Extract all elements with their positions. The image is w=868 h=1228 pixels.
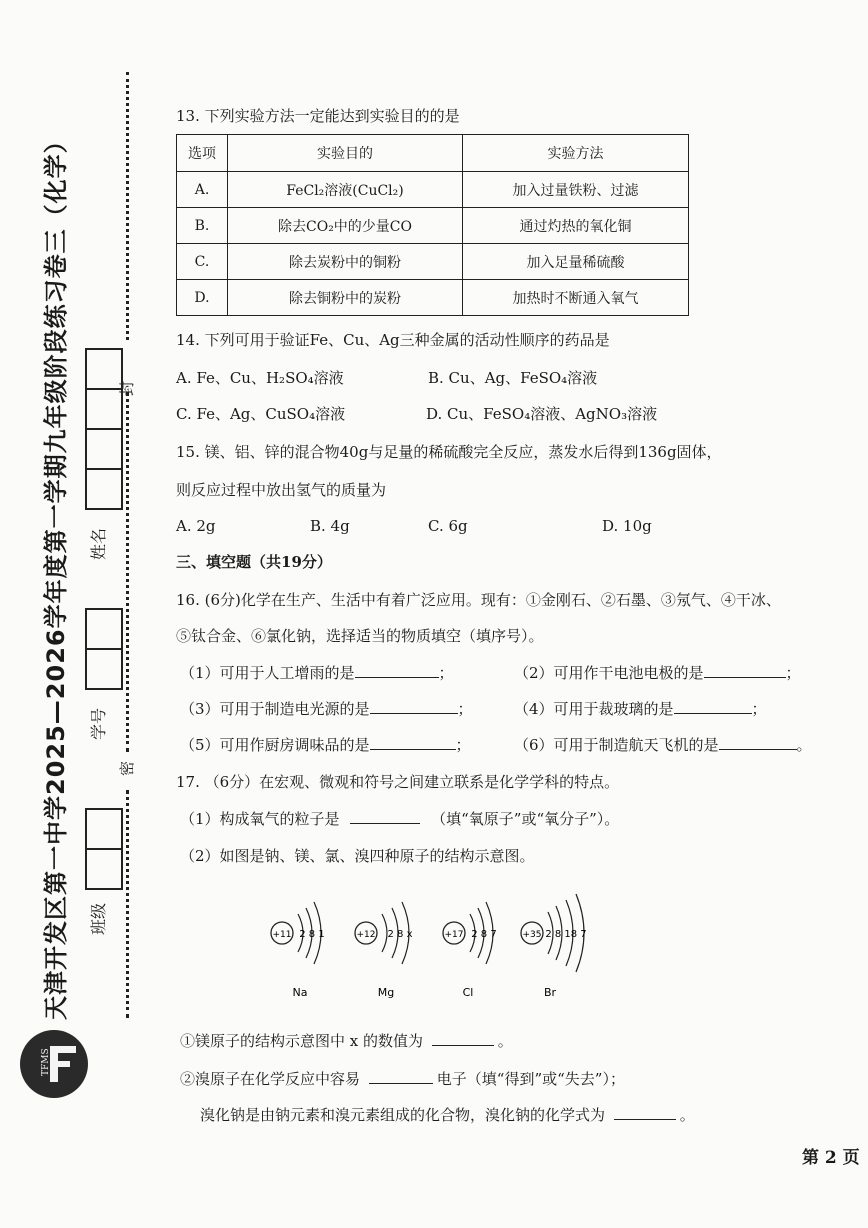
atom-symbol: Na [292, 986, 308, 999]
atom-mg [355, 902, 413, 999]
q17-sub1-blank[interactable] [432, 1030, 494, 1046]
table-cell: 加热时不断通入氧气 [463, 280, 689, 316]
table-cell: 加入足量稀硫酸 [463, 244, 689, 280]
q14-option-d: D. Cu、FeSO₄溶液、AgNO₃溶液 [426, 405, 658, 423]
class-label: 班级 [89, 902, 108, 935]
q14-option-c: C. Fe、Ag、CuSO₄溶液 [176, 405, 346, 423]
q13-stem: 13. 下列实验方法一定能达到实验目的的是 [176, 107, 460, 125]
table-row [177, 244, 689, 280]
q17-sub2 [180, 1068, 625, 1089]
q16-part2: （2）可用作干电池电极的是 ； [514, 664, 801, 682]
table-header: 实验目的 [228, 135, 463, 172]
q15-option-a: A. 2g [176, 517, 216, 535]
table-cell: B. [177, 208, 228, 244]
q16-stem-line1: 16. (6分)化学在生产、生活中有着广泛应用。现有：①金刚石、②石墨、③氖气、④干冰、 [176, 591, 781, 609]
table-cell: C. [177, 244, 228, 280]
q17-part1 [180, 808, 619, 829]
q16-part1-blank[interactable] [355, 662, 439, 678]
seal-dotted-line-bottom [126, 790, 129, 1018]
q16-part4-text: （4）可用于裁玻璃的是 [514, 700, 674, 718]
q14-option-a: A. Fe、Cu、H₂SO₄溶液 [176, 369, 344, 387]
q16-part6-blank[interactable] [719, 734, 797, 750]
table-cell: 除去炭粉中的铜粉 [228, 244, 463, 280]
q15-option-d: D. 10g [602, 517, 652, 535]
atom-br [521, 894, 587, 999]
q17-sub3: 溴化钠是由钠元素和溴元素组成的化合物，溴化钠的化学式为 。 [200, 1106, 695, 1124]
q17-sub1: ①镁原子的结构示意图中 x 的数值为 。 [180, 1032, 513, 1050]
name-boxes[interactable] [85, 350, 123, 510]
q16-part3-blank[interactable] [370, 698, 458, 714]
svg-text:+11: +11 [272, 930, 292, 940]
q16-part6-text: （6）可用于制造航天飞机的是 [514, 736, 719, 754]
student-id-label: 学号 [89, 707, 108, 740]
atom-symbol: Br [543, 986, 557, 999]
exam-title-vertical: 天津开发区第一中学2025—2026学年度第一学期九年级阶段练习卷三（化学） [42, 128, 70, 1020]
svg-text:2 8 1: 2 8 1 [299, 929, 325, 940]
atom-symbol: Mg [377, 986, 395, 999]
table-cell: 除去铜粉中的炭粉 [228, 280, 463, 316]
q17-part1-blank[interactable] [350, 808, 420, 824]
table-cell: D. [177, 280, 228, 316]
svg-text:2 8 x: 2 8 x [387, 929, 413, 940]
table-header: 选项 [177, 135, 228, 172]
q17-part1-text: （1）构成氧气的粒子是 [180, 810, 340, 828]
table-row [177, 208, 689, 244]
q15-option-b: B. 4g [310, 517, 350, 535]
table-header: 实验方法 [463, 135, 689, 172]
table-row [177, 172, 689, 208]
q16-part5-text: （5）可用作厨房调味品的是 [180, 736, 370, 754]
q15-stem-line2: 则反应过程中放出氢气的质量为 [176, 481, 387, 499]
q17-part1-hint: （填“氧原子”或“氧分子”）。 [431, 810, 620, 828]
table-cell: 加入过量铁粉、过滤 [463, 172, 689, 208]
svg-text:+35: +35 [522, 930, 542, 940]
q14-stem: 14. 下列可用于验证Fe、Cu、Ag三种金属的活动性顺序的药品是 [176, 331, 610, 349]
q15-stem-line1: 15. 镁、铝、锌的混合物40g与足量的稀硫酸完全反应，蒸发水后得到136g固体， [176, 443, 722, 461]
secret-char: 密 [118, 760, 137, 777]
q16-part1-text: （1）可用于人工增雨的是 [180, 664, 355, 682]
q16-part6: （6）可用于制造航天飞机的是 。 [514, 736, 812, 754]
q17-sub2-hint: 电子（填“得到”或“失去”）； [436, 1070, 625, 1088]
q13-table [176, 134, 689, 316]
q16-part2-text: （2）可用作干电池电极的是 [514, 664, 704, 682]
seal-dotted-line-middle [126, 392, 129, 752]
q15-option-c: C. 6g [428, 517, 468, 535]
table-cell: FeCl₂溶液(CuCl₂) [228, 172, 463, 208]
svg-text:2 8 7: 2 8 7 [471, 929, 497, 940]
q16-stem-line2: ⑤钛合金、⑥氯化钠，选择适当的物质填空（填序号）。 [176, 627, 544, 645]
q16-part3: （3）可用于制造电光源的是 ； [180, 700, 473, 718]
q16-part5-blank[interactable] [370, 734, 456, 750]
table-cell: 除去CO₂中的少量CO [228, 208, 463, 244]
q14-option-b: B. Cu、Ag、FeSO₄溶液 [428, 369, 598, 387]
atom-symbol: Cl [462, 986, 474, 999]
q16-part1: （1）可用于人工增雨的是 ； [180, 664, 454, 682]
atom-na [271, 902, 325, 999]
q17-stem: 17. （6分）在宏观、微观和符号之间建立联系是化学学科的特点。 [176, 773, 620, 791]
q17-sub2-text: ②溴原子在化学反应中容易 [180, 1070, 361, 1088]
q17-sub1-text: ①镁原子的结构示意图中 x 的数值为 [180, 1032, 423, 1050]
page-number: 第 2 页 [802, 1148, 860, 1168]
section-heading: 三、填空题（共19分） [176, 553, 332, 571]
atom-structure-diagrams [262, 888, 622, 1008]
atom-cl [443, 902, 497, 999]
q16-part4-blank[interactable] [674, 698, 752, 714]
table-row [177, 280, 689, 316]
q16-part3-text: （3）可用于制造电光源的是 [180, 700, 370, 718]
q16-part4: （4）可用于裁玻璃的是 ； [514, 700, 767, 718]
q17-sub3-blank[interactable] [614, 1104, 676, 1120]
school-logo [20, 1030, 88, 1098]
q17-sub2-blank[interactable] [369, 1068, 433, 1084]
logo-text: TFMS [41, 1048, 51, 1076]
class-boxes[interactable] [85, 810, 123, 890]
svg-text:+17: +17 [444, 930, 464, 940]
table-cell: 通过灼热的氧化铜 [463, 208, 689, 244]
table-cell: A. [177, 172, 228, 208]
seal-char: 封 [118, 380, 137, 397]
q17-part2: （2）如图是钠、镁、氯、溴四种原子的结构示意图。 [180, 847, 535, 865]
name-label: 姓名 [89, 527, 108, 560]
q17-sub3-text: 溴化钠是由钠元素和溴元素组成的化合物，溴化钠的化学式为 [200, 1106, 606, 1124]
table-header-row [177, 135, 689, 172]
q16-part5: （5）可用作厨房调味品的是 ； [180, 736, 471, 754]
student-id-boxes[interactable] [85, 610, 123, 690]
logo-icon [20, 1030, 88, 1098]
seal-dotted-line-top [126, 72, 129, 340]
svg-text:2 8 18 7: 2 8 18 7 [545, 929, 587, 940]
svg-text:+12: +12 [356, 930, 376, 940]
q16-part2-blank[interactable] [704, 662, 786, 678]
